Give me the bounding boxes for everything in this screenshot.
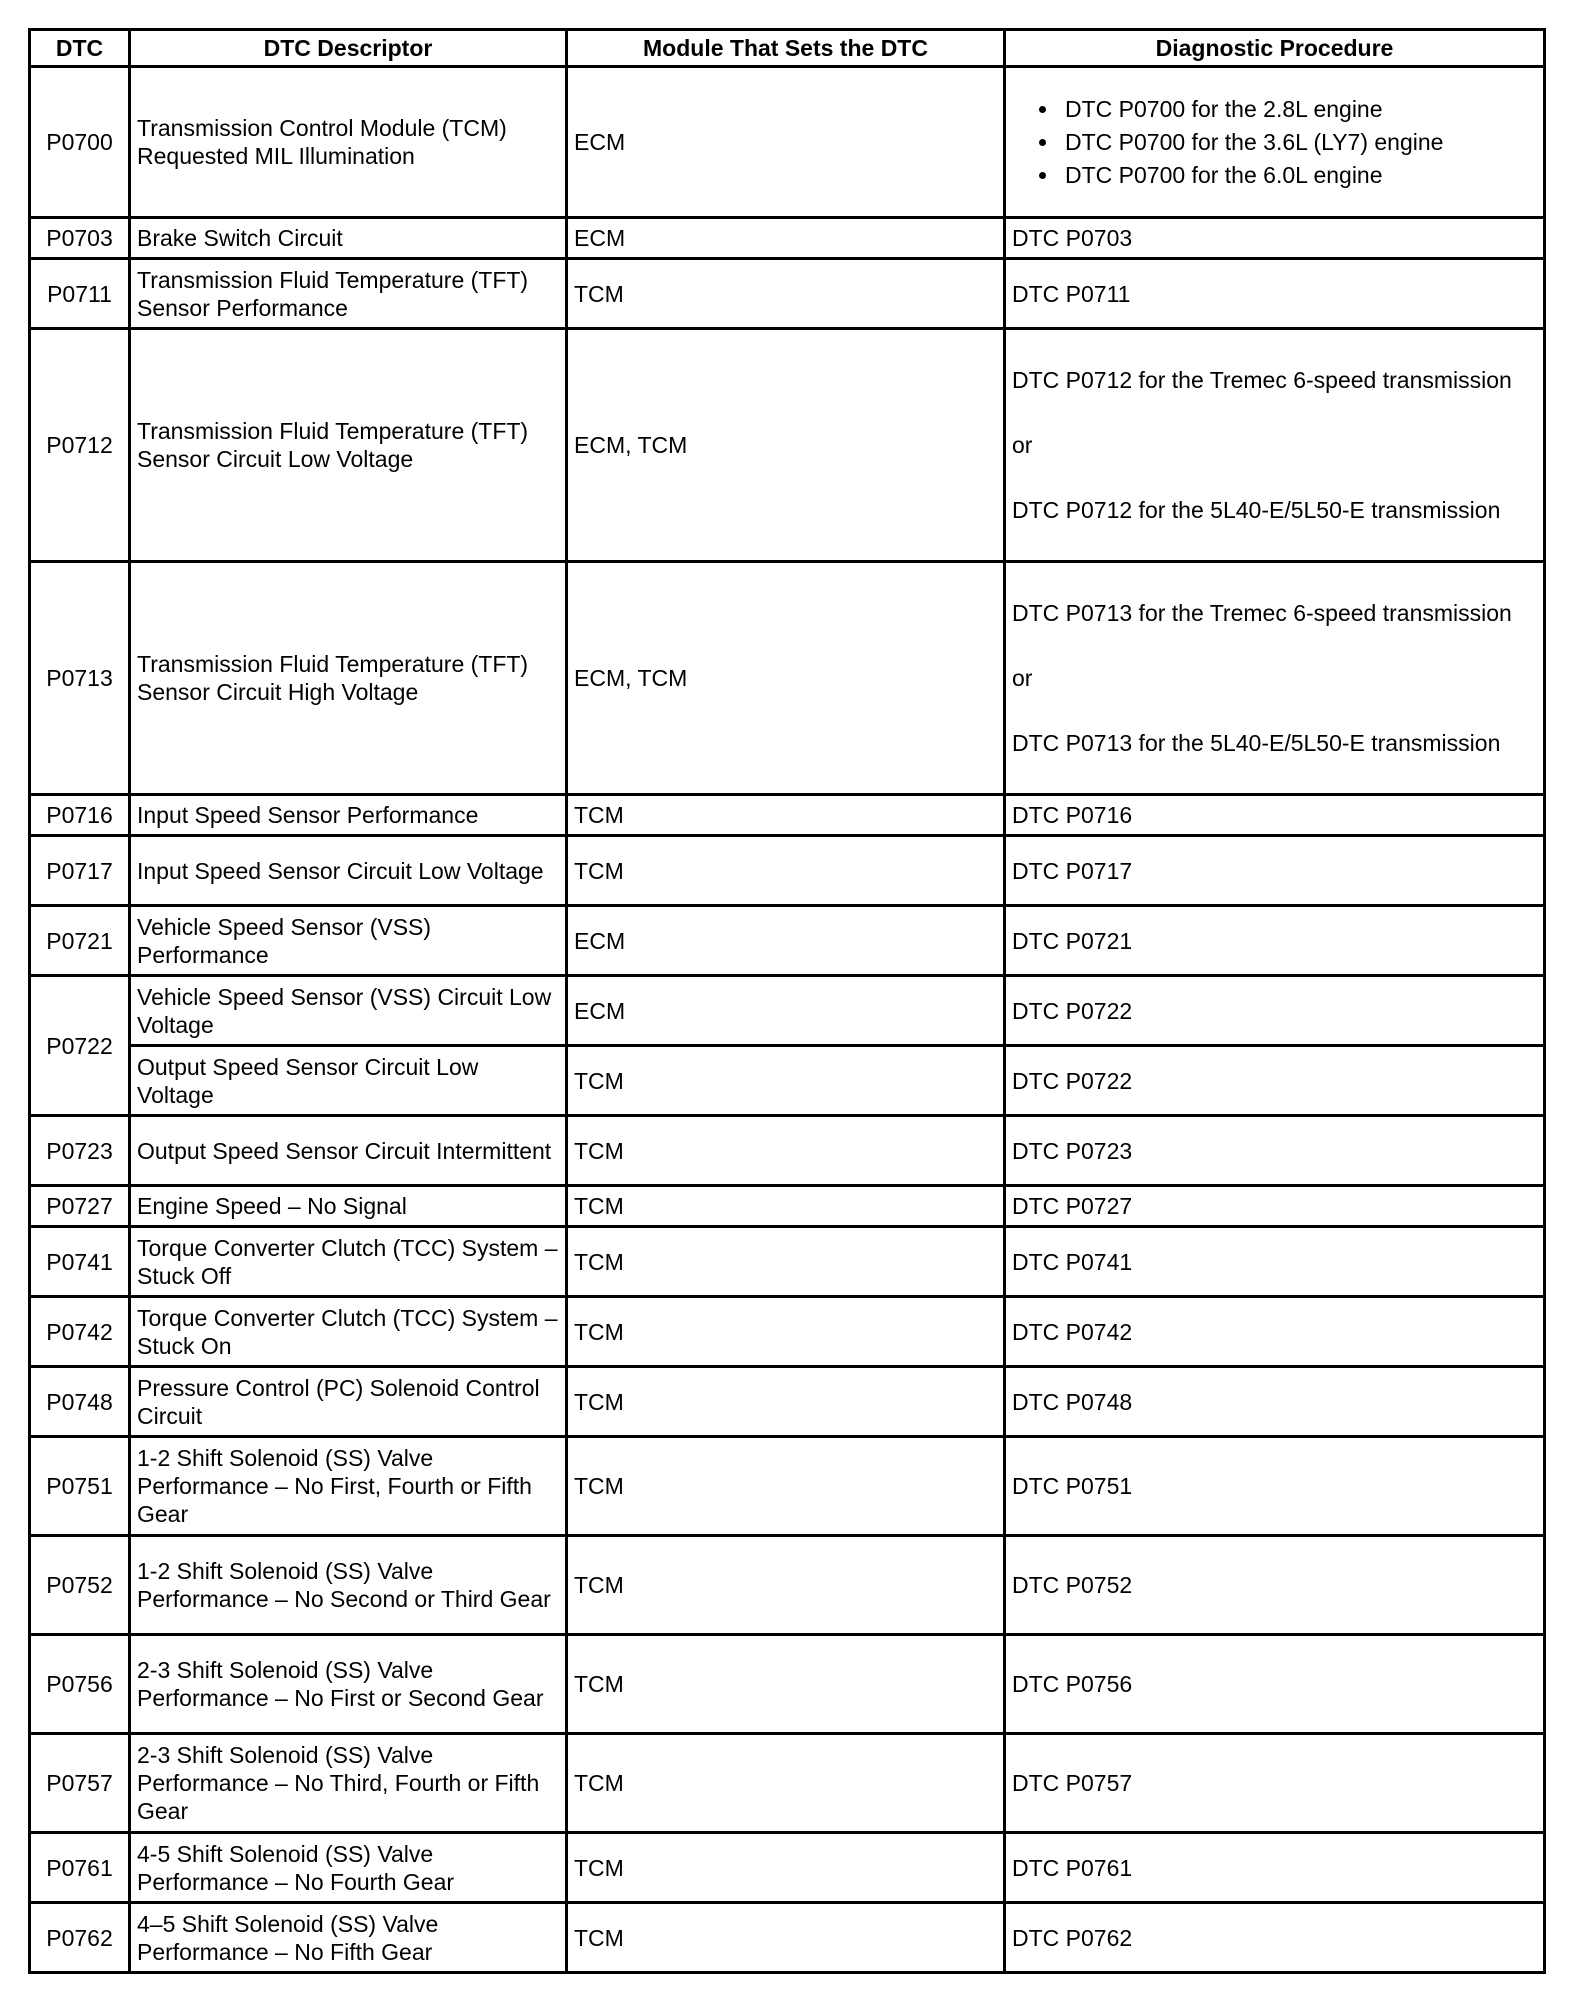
table-row: [30, 906, 1545, 976]
table-row: [30, 259, 1545, 329]
procedure-option: DTC P0713 for the Tremec 6-speed transmission: [1012, 600, 1512, 626]
table-row: [30, 1186, 1545, 1227]
dtc-code: P0717: [30, 836, 130, 906]
procedure-option: DTC P0713 for the 5L40-E/5L50-E transmission: [1012, 730, 1501, 756]
dtc-module: ECM: [567, 218, 1005, 259]
dtc-descriptor: Torque Converter Clutch (TCC) System – Stuck Off: [130, 1227, 567, 1297]
dtc-module: TCM: [567, 1367, 1005, 1437]
dtc-descriptor: Pressure Control (PC) Solenoid Control Circuit: [130, 1367, 567, 1437]
dtc-code: P0712: [30, 329, 130, 562]
table-row: [30, 1903, 1545, 1973]
dtc-module: ECM: [567, 67, 1005, 218]
dtc-procedure: DTC P0721: [1005, 906, 1545, 976]
table-row: [30, 67, 1545, 218]
table-row: [30, 1297, 1545, 1367]
dtc-code: P0703: [30, 218, 130, 259]
dtc-procedure: DTC P0716: [1005, 795, 1545, 836]
header-dtc: DTC: [30, 30, 130, 67]
dtc-code: P0727: [30, 1186, 130, 1227]
procedure-item: • DTC P0700 for the 6.0L engine: [1060, 159, 1537, 192]
dtc-module: TCM: [567, 795, 1005, 836]
dtc-descriptor: 2-3 Shift Solenoid (SS) Valve Performance – No First or Second Gear: [130, 1635, 567, 1734]
dtc-descriptor: 4-5 Shift Solenoid (SS) Valve Performance – No Fourth Gear: [130, 1833, 567, 1903]
header-procedure: Diagnostic Procedure: [1005, 30, 1545, 67]
table-row: [30, 1635, 1545, 1734]
table-row: [30, 562, 1545, 795]
dtc-procedure: [1005, 562, 1545, 795]
dtc-module: TCM: [567, 1536, 1005, 1635]
dtc-module: TCM: [567, 1186, 1005, 1227]
procedure-or: or: [1012, 432, 1033, 458]
table-row: [30, 1046, 1545, 1116]
dtc-descriptor: Input Speed Sensor Circuit Low Voltage: [130, 836, 567, 906]
dtc-procedure: DTC P0717: [1005, 836, 1545, 906]
dtc-procedure: DTC P0727: [1005, 1186, 1545, 1227]
header-descriptor: DTC Descriptor: [130, 30, 567, 67]
table-row: [30, 1437, 1545, 1536]
dtc-procedure: DTC P0752: [1005, 1536, 1545, 1635]
dtc-descriptor: Transmission Control Module (TCM) Requested MIL Illumination: [130, 67, 567, 218]
procedure-item: • DTC P0700 for the 3.6L (LY7) engine: [1060, 126, 1537, 159]
dtc-descriptor: Output Speed Sensor Circuit Low Voltage: [130, 1046, 567, 1116]
dtc-descriptor: Torque Converter Clutch (TCC) System – Stuck On: [130, 1297, 567, 1367]
dtc-module: TCM: [567, 1046, 1005, 1116]
dtc-procedure: [1005, 67, 1545, 218]
table-row: [30, 1227, 1545, 1297]
dtc-module: ECM, TCM: [567, 562, 1005, 795]
dtc-code: P0742: [30, 1297, 130, 1367]
dtc-code: P0700: [30, 67, 130, 218]
dtc-module: TCM: [567, 1297, 1005, 1367]
dtc-module: ECM: [567, 976, 1005, 1046]
header-module: Module That Sets the DTC: [567, 30, 1005, 67]
dtc-procedure: DTC P0748: [1005, 1367, 1545, 1437]
dtc-descriptor: Transmission Fluid Temperature (TFT) Sensor Performance: [130, 259, 567, 329]
dtc-code: P0723: [30, 1116, 130, 1186]
dtc-code: P0751: [30, 1437, 130, 1536]
dtc-module: TCM: [567, 1734, 1005, 1833]
dtc-descriptor: Vehicle Speed Sensor (VSS) Circuit Low Voltage: [130, 976, 567, 1046]
dtc-descriptor: 4–5 Shift Solenoid (SS) Valve Performance – No Fifth Gear: [130, 1903, 567, 1973]
dtc-descriptor: Brake Switch Circuit: [130, 218, 567, 259]
dtc-code: P0748: [30, 1367, 130, 1437]
table-row: [30, 1536, 1545, 1635]
dtc-code: P0757: [30, 1734, 130, 1833]
dtc-procedure: DTC P0711: [1005, 259, 1545, 329]
dtc-module: TCM: [567, 1635, 1005, 1734]
table-row: [30, 1734, 1545, 1833]
dtc-procedure: DTC P0703: [1005, 218, 1545, 259]
dtc-procedure: DTC P0757: [1005, 1734, 1545, 1833]
dtc-code: P0722: [30, 976, 130, 1116]
dtc-descriptor: Engine Speed – No Signal: [130, 1186, 567, 1227]
dtc-procedure: DTC P0756: [1005, 1635, 1545, 1734]
dtc-code: P0713: [30, 562, 130, 795]
dtc-procedure: DTC P0722: [1005, 976, 1545, 1046]
dtc-code: P0741: [30, 1227, 130, 1297]
table-row: [30, 1833, 1545, 1903]
dtc-descriptor: Transmission Fluid Temperature (TFT) Sensor Circuit Low Voltage: [130, 329, 567, 562]
table-row: [30, 1367, 1545, 1437]
dtc-module: TCM: [567, 1227, 1005, 1297]
table-row: [30, 1116, 1545, 1186]
table-row: [30, 976, 1545, 1046]
dtc-descriptor: 2-3 Shift Solenoid (SS) Valve Performance – No Third, Fourth or Fifth Gear: [130, 1734, 567, 1833]
dtc-procedure: DTC P0723: [1005, 1116, 1545, 1186]
dtc-descriptor: Output Speed Sensor Circuit Intermittent: [130, 1116, 567, 1186]
procedure-or: or: [1012, 665, 1033, 691]
dtc-module: TCM: [567, 836, 1005, 906]
dtc-module: ECM: [567, 906, 1005, 976]
dtc-procedure: DTC P0741: [1005, 1227, 1545, 1297]
dtc-code: P0716: [30, 795, 130, 836]
dtc-code: P0711: [30, 259, 130, 329]
table-row: [30, 329, 1545, 562]
dtc-descriptor: Input Speed Sensor Performance: [130, 795, 567, 836]
procedure-list: [1012, 93, 1537, 192]
dtc-procedure: DTC P0722: [1005, 1046, 1545, 1116]
dtc-procedure: [1005, 329, 1545, 562]
dtc-module: TCM: [567, 1903, 1005, 1973]
dtc-procedure: DTC P0742: [1005, 1297, 1545, 1367]
dtc-module: TCM: [567, 1437, 1005, 1536]
dtc-descriptor: Vehicle Speed Sensor (VSS) Performance: [130, 906, 567, 976]
dtc-procedure: DTC P0762: [1005, 1903, 1545, 1973]
table-row: [30, 795, 1545, 836]
header-row: [30, 30, 1545, 67]
dtc-code: P0756: [30, 1635, 130, 1734]
procedure-item: • DTC P0700 for the 2.8L engine: [1060, 93, 1537, 126]
dtc-module: TCM: [567, 259, 1005, 329]
table-row: [30, 836, 1545, 906]
dtc-procedure: DTC P0761: [1005, 1833, 1545, 1903]
dtc-module: ECM, TCM: [567, 329, 1005, 562]
procedure-option: DTC P0712 for the Tremec 6-speed transmission: [1012, 367, 1512, 393]
dtc-code: P0721: [30, 906, 130, 976]
dtc-module: TCM: [567, 1116, 1005, 1186]
dtc-module: TCM: [567, 1833, 1005, 1903]
dtc-table: [28, 28, 1546, 1974]
dtc-descriptor: 1-2 Shift Solenoid (SS) Valve Performance – No First, Fourth or Fifth Gear: [130, 1437, 567, 1536]
dtc-code: P0761: [30, 1833, 130, 1903]
dtc-descriptor: Transmission Fluid Temperature (TFT) Sensor Circuit High Voltage: [130, 562, 567, 795]
dtc-code: P0752: [30, 1536, 130, 1635]
procedure-option: DTC P0712 for the 5L40-E/5L50-E transmission: [1012, 497, 1501, 523]
table-row: [30, 218, 1545, 259]
dtc-descriptor: 1-2 Shift Solenoid (SS) Valve Performance – No Second or Third Gear: [130, 1536, 567, 1635]
dtc-procedure: DTC P0751: [1005, 1437, 1545, 1536]
dtc-code: P0762: [30, 1903, 130, 1973]
